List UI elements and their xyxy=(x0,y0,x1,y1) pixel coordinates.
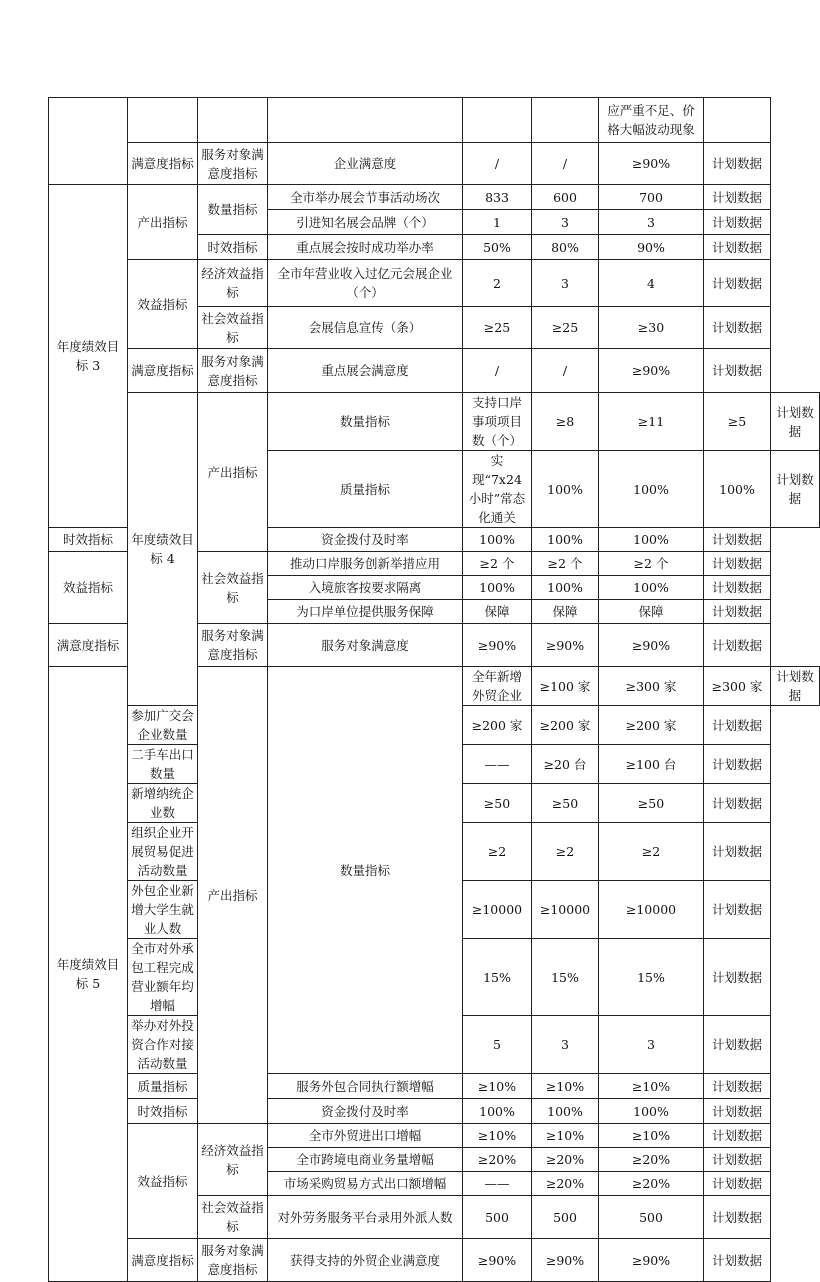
indicator-name: 获得支持的外贸企业满意度 xyxy=(268,1239,463,1282)
value-cell: 833 xyxy=(463,185,532,210)
value-cell: 100% xyxy=(599,576,704,600)
value-cell: 100% xyxy=(599,1099,704,1124)
indicator-name: 引进知名展会品牌（个） xyxy=(268,210,463,235)
table-row xyxy=(49,1074,820,1099)
indicator-name: 二手车出口数量 xyxy=(128,745,198,784)
subcategory-cell: 数量指标 xyxy=(268,667,463,1074)
value-cell: ≥90% xyxy=(599,349,704,393)
goal-label: 年度绩效目标 3 xyxy=(49,185,128,528)
value-cell: 100% xyxy=(532,576,599,600)
value-cell: 保障 xyxy=(599,600,704,624)
value-cell: —— xyxy=(463,1172,532,1196)
source-cell: 计划数据 xyxy=(771,451,820,528)
value-cell: ≥50 xyxy=(463,784,532,823)
value-cell: ≥20% xyxy=(532,1148,599,1172)
value-cell: 3 xyxy=(599,210,704,235)
value-cell: 100% xyxy=(532,451,599,528)
source-cell: 计划数据 xyxy=(704,1016,771,1074)
source-cell: 计划数据 xyxy=(704,624,771,667)
value-cell: ≥30 xyxy=(599,307,704,349)
value-cell: ≥20% xyxy=(532,1172,599,1196)
value-cell: ≥10% xyxy=(599,1074,704,1099)
value-cell: 100% xyxy=(599,451,704,528)
value-cell: 600 xyxy=(532,185,599,210)
source-cell: 计划数据 xyxy=(704,552,771,576)
subcategory-cell: 服务对象满意度指标 xyxy=(198,349,268,393)
indicator-name: 市场采购贸易方式出口额增幅 xyxy=(268,1172,463,1196)
value-cell xyxy=(463,98,532,143)
indicator-name: 组织企业开展贸易促进活动数量 xyxy=(128,823,198,881)
category-cell: 产出指标 xyxy=(128,185,198,260)
source-cell: 计划数据 xyxy=(704,600,771,624)
value-cell: 700 xyxy=(599,185,704,210)
indicator-name xyxy=(268,98,463,143)
value-cell: 3 xyxy=(532,210,599,235)
source-cell: 计划数据 xyxy=(704,784,771,823)
source-cell: 计划数据 xyxy=(704,823,771,881)
table-row xyxy=(49,143,820,185)
indicator-name: 全市外贸进出口增幅 xyxy=(268,1124,463,1148)
value-cell: —— xyxy=(463,745,532,784)
source-cell: 计划数据 xyxy=(704,706,771,745)
value-cell: 15% xyxy=(463,939,532,1016)
value-cell: ≥2 个 xyxy=(463,552,532,576)
value-cell: ≥20% xyxy=(463,1148,532,1172)
value-cell: ≥100 台 xyxy=(599,745,704,784)
value-cell: 100% xyxy=(463,528,532,552)
subcategory-cell: 数量指标 xyxy=(268,393,463,451)
value-cell: 500 xyxy=(463,1196,532,1239)
table-row xyxy=(49,349,820,393)
subcategory-cell: 时效指标 xyxy=(198,235,268,260)
source-cell: 计划数据 xyxy=(704,1239,771,1282)
value-cell: 保障 xyxy=(463,600,532,624)
table-row xyxy=(49,1239,820,1282)
source-cell: 计划数据 xyxy=(704,528,771,552)
value-cell: ≥90% xyxy=(532,624,599,667)
indicator-name: 新增纳统企业数 xyxy=(128,784,198,823)
indicator-name: 重点展会满意度 xyxy=(268,349,463,393)
indicator-name: 对外劳务服务平台录用外派人数 xyxy=(268,1196,463,1239)
value-cell: 1 xyxy=(463,210,532,235)
value-cell: ≥100 家 xyxy=(532,667,599,706)
value-cell: 100% xyxy=(532,1099,599,1124)
indicator-name: 全市对外承包工程完成营业额年均增幅 xyxy=(128,939,198,1016)
table-row xyxy=(49,98,820,143)
source-cell: 计划数据 xyxy=(704,1074,771,1099)
indicator-name: 重点展会按时成功举办率 xyxy=(268,235,463,260)
value-cell: ≥20 台 xyxy=(532,745,599,784)
category-cell: 满意度指标 xyxy=(128,349,198,393)
indicator-name: 企业满意度 xyxy=(268,143,463,185)
goal-cell xyxy=(49,98,128,185)
value-cell: 保障 xyxy=(532,600,599,624)
table-row xyxy=(49,185,820,210)
category-cell: 产出指标 xyxy=(198,393,268,552)
source-cell: 计划数据 xyxy=(704,1099,771,1124)
value-cell: 500 xyxy=(599,1196,704,1239)
value-cell: ≥90% xyxy=(532,1239,599,1282)
value-cell: ≥11 xyxy=(599,393,704,451)
value-cell: ≥10000 xyxy=(463,881,532,939)
source-cell: 计划数据 xyxy=(704,1172,771,1196)
subcategory-cell: 服务对象满意度指标 xyxy=(198,143,268,185)
indicator-name: 入境旅客按要求隔离 xyxy=(268,576,463,600)
value-cell: ≥20% xyxy=(599,1172,704,1196)
category-cell: 满意度指标 xyxy=(128,143,198,185)
value-cell: 100% xyxy=(463,1099,532,1124)
table-row xyxy=(49,393,820,451)
value-cell: ≥5 xyxy=(704,393,771,451)
value-cell: 5 xyxy=(463,1016,532,1074)
subcategory-cell: 经济效益指标 xyxy=(198,1124,268,1196)
value-cell: ≥200 家 xyxy=(463,706,532,745)
value-cell: ≥2 个 xyxy=(532,552,599,576)
value-cell: 500 xyxy=(532,1196,599,1239)
indicator-name: 全市举办展会节事活动场次 xyxy=(268,185,463,210)
value-cell: 3 xyxy=(532,1016,599,1074)
source-cell: 计划数据 xyxy=(704,260,771,307)
indicator-name: 全市跨境电商业务量增幅 xyxy=(268,1148,463,1172)
value-cell xyxy=(532,98,599,143)
indicator-name: 参加广交会企业数量 xyxy=(128,706,198,745)
value-cell: ≥8 xyxy=(532,393,599,451)
subcategory-cell: 质量指标 xyxy=(268,451,463,528)
indicator-name: 推动口岸服务创新举措应用 xyxy=(268,552,463,576)
value-cell: ≥10% xyxy=(463,1074,532,1099)
source-cell: 计划数据 xyxy=(704,143,771,185)
value-cell: 100% xyxy=(463,576,532,600)
value-cell: / xyxy=(532,349,599,393)
subcategory-cell: 社会效益指标 xyxy=(198,1196,268,1239)
subcategory-cell: 时效指标 xyxy=(128,1099,198,1124)
source-cell: 计划数据 xyxy=(704,210,771,235)
source-cell: 计划数据 xyxy=(704,576,771,600)
value-cell: ≥25 xyxy=(532,307,599,349)
category-cell: 效益指标 xyxy=(128,260,198,349)
value-cell: / xyxy=(463,349,532,393)
table-row xyxy=(49,260,820,307)
source-cell: 计划数据 xyxy=(704,185,771,210)
subcategory-cell: 服务对象满意度指标 xyxy=(198,1239,268,1282)
subcategory-cell xyxy=(198,98,268,143)
indicator-name: 支持口岸事项项目数（个） xyxy=(463,393,532,451)
value-cell: 90% xyxy=(599,235,704,260)
source-cell: 计划数据 xyxy=(704,235,771,260)
value-cell: 3 xyxy=(532,260,599,307)
value-cell: ≥50 xyxy=(599,784,704,823)
subcategory-cell: 数量指标 xyxy=(198,185,268,235)
value-cell: 80% xyxy=(532,235,599,260)
source-cell: 计划数据 xyxy=(704,307,771,349)
indicator-name: 全市年营业收入过亿元会展企业（个） xyxy=(268,260,463,307)
indicator-name: 会展信息宣传（条） xyxy=(268,307,463,349)
source-cell: 计划数据 xyxy=(704,1148,771,1172)
value-cell: ≥90% xyxy=(463,1239,532,1282)
value-cell: ≥90% xyxy=(599,624,704,667)
value-cell: ≥2 个 xyxy=(599,552,704,576)
value-cell: ≥300 家 xyxy=(704,667,771,706)
category-cell xyxy=(128,98,198,143)
source-cell: 计划数据 xyxy=(704,1196,771,1239)
indicator-name: 实现“7x24 小时”常态化通关 xyxy=(463,451,532,528)
category-cell: 效益指标 xyxy=(49,552,128,624)
value-cell: 15% xyxy=(532,939,599,1016)
subcategory-cell: 经济效益指标 xyxy=(198,260,268,307)
value-cell: ≥10% xyxy=(532,1124,599,1148)
value-cell: ≥90% xyxy=(463,624,532,667)
source-cell: 计划数据 xyxy=(704,349,771,393)
value-cell: ≥50 xyxy=(532,784,599,823)
source-cell xyxy=(704,98,771,143)
value-cell: 100% xyxy=(599,528,704,552)
value-cell: ≥10000 xyxy=(599,881,704,939)
source-cell: 计划数据 xyxy=(704,1124,771,1148)
value-cell: ≥2 xyxy=(532,823,599,881)
indicator-name: 服务外包合同执行额增幅 xyxy=(268,1074,463,1099)
value-cell: / xyxy=(532,143,599,185)
value-cell: 15% xyxy=(599,939,704,1016)
subcategory-cell: 质量指标 xyxy=(128,1074,198,1099)
subcategory-cell: 社会效益指标 xyxy=(198,307,268,349)
goal-label: 年度绩效目标 4 xyxy=(128,393,198,706)
value-cell: ≥90% xyxy=(599,1239,704,1282)
subcategory-cell: 时效指标 xyxy=(49,528,128,552)
value-cell: 3 xyxy=(599,1016,704,1074)
value-cell: ≥10% xyxy=(599,1124,704,1148)
value-cell: ≥10% xyxy=(532,1074,599,1099)
source-cell: 计划数据 xyxy=(771,667,820,706)
performance-goals-table xyxy=(48,97,820,1282)
value-cell: 100% xyxy=(704,451,771,528)
source-cell: 计划数据 xyxy=(704,881,771,939)
indicator-name: 服务对象满意度 xyxy=(268,624,463,667)
indicator-name: 全年新增外贸企业 xyxy=(463,667,532,706)
source-cell: 计划数据 xyxy=(704,745,771,784)
value-cell: ≥2 xyxy=(599,823,704,881)
value-cell: ≥90% xyxy=(599,143,704,185)
category-cell: 效益指标 xyxy=(128,1124,198,1239)
value-cell: ≥2 xyxy=(463,823,532,881)
indicator-name: 外包企业新增大学生就业人数 xyxy=(128,881,198,939)
category-cell: 满意度指标 xyxy=(128,1239,198,1282)
value-cell: / xyxy=(463,143,532,185)
indicator-name: 资金拨付及时率 xyxy=(268,528,463,552)
category-cell: 满意度指标 xyxy=(49,624,128,667)
goal-label: 年度绩效目标 5 xyxy=(49,667,128,1282)
value-cell: 2 xyxy=(463,260,532,307)
value-cell: ≥10000 xyxy=(532,881,599,939)
value-cell: 4 xyxy=(599,260,704,307)
indicator-name: 举办对外投资合作对接活动数量 xyxy=(128,1016,198,1074)
category-cell: 产出指标 xyxy=(198,667,268,1124)
indicator-name: 为口岸单位提供服务保障 xyxy=(268,600,463,624)
subcategory-cell: 社会效益指标 xyxy=(198,552,268,624)
table-row xyxy=(49,1099,820,1124)
value-cell: 应严重不足、价格大幅波动现象 xyxy=(599,98,704,143)
value-cell: ≥20% xyxy=(599,1148,704,1172)
table-row xyxy=(49,1124,820,1148)
value-cell: ≥200 家 xyxy=(532,706,599,745)
value-cell: ≥200 家 xyxy=(599,706,704,745)
value-cell: 50% xyxy=(463,235,532,260)
indicator-name: 资金拨付及时率 xyxy=(268,1099,463,1124)
source-cell: 计划数据 xyxy=(704,939,771,1016)
subcategory-cell: 服务对象满意度指标 xyxy=(198,624,268,667)
value-cell: 100% xyxy=(532,528,599,552)
source-cell: 计划数据 xyxy=(771,393,820,451)
value-cell: ≥300 家 xyxy=(599,667,704,706)
value-cell: ≥10% xyxy=(463,1124,532,1148)
value-cell: ≥25 xyxy=(463,307,532,349)
